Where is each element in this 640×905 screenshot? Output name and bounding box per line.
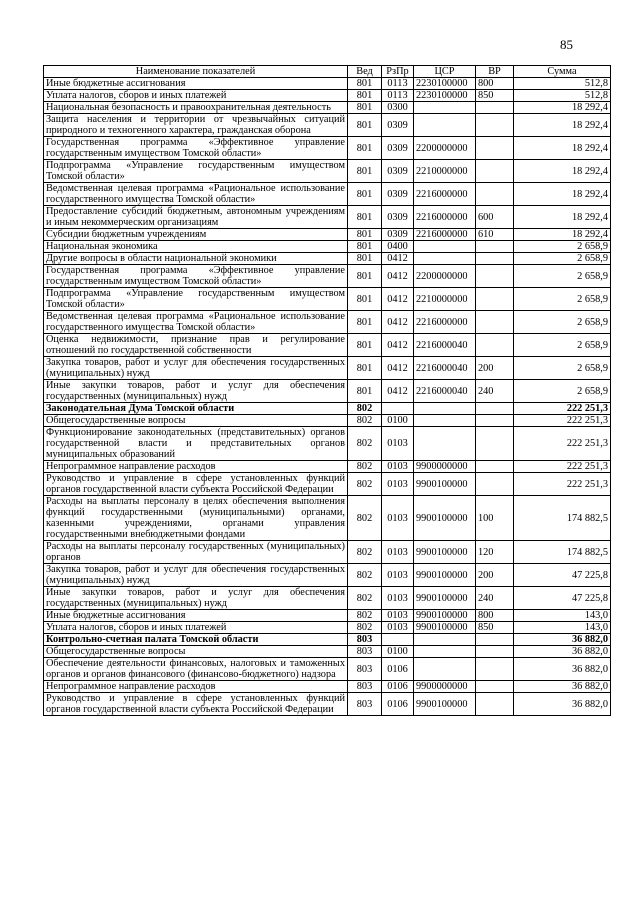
cell-sum: 36 882,0 [514, 634, 611, 646]
table-row [44, 461, 611, 473]
cell-csr: 2216000040 [414, 380, 476, 403]
cell-name: Ведомственная целевая программа «Рациональное использование государственного имущества Томской области» [44, 183, 348, 206]
table-row [44, 114, 611, 137]
table-row [44, 415, 611, 427]
cell-name: Уплата налогов, сборов и иных платежей [44, 90, 348, 102]
table-row [44, 473, 611, 496]
cell-vr: 120 [476, 541, 514, 564]
table-header-row [44, 66, 611, 78]
cell-ved: 801 [348, 253, 382, 265]
cell-csr [414, 646, 476, 658]
cell-name: Иные бюджетные ассигнования [44, 78, 348, 90]
cell-vr [476, 253, 514, 265]
cell-rzpr: 0412 [382, 253, 414, 265]
cell-vr [476, 241, 514, 253]
cell-rzpr: 0103 [382, 496, 414, 541]
cell-name: Иные закупки товаров, работ и услуг для обеспечения государственных (муниципальных) нужд [44, 380, 348, 403]
cell-csr: 2216000000 [414, 229, 476, 241]
cell-csr [414, 253, 476, 265]
cell-vr: 100 [476, 496, 514, 541]
cell-vr [476, 334, 514, 357]
cell-name: Законодательная Дума Томской области [44, 403, 348, 415]
table-row [44, 288, 611, 311]
cell-ved: 801 [348, 380, 382, 403]
cell-csr: 2210000000 [414, 288, 476, 311]
cell-csr [414, 415, 476, 427]
cell-ved: 801 [348, 288, 382, 311]
cell-ved: 802 [348, 415, 382, 427]
cell-sum: 18 292,4 [514, 137, 611, 160]
cell-ved: 802 [348, 622, 382, 634]
cell-ved: 801 [348, 311, 382, 334]
table-row [44, 634, 611, 646]
cell-rzpr: 0113 [382, 90, 414, 102]
cell-ved: 802 [348, 427, 382, 461]
cell-csr: 9900100000 [414, 610, 476, 622]
cell-rzpr: 0100 [382, 415, 414, 427]
table-row [44, 693, 611, 716]
cell-name: Непрограммное направление расходов [44, 681, 348, 693]
cell-csr: 9900100000 [414, 564, 476, 587]
table-row [44, 90, 611, 102]
cell-rzpr: 0412 [382, 357, 414, 380]
table-row [44, 427, 611, 461]
cell-csr: 9900100000 [414, 473, 476, 496]
cell-name: Подпрограмма «Управление государственным имуществом Томской области» [44, 288, 348, 311]
cell-name: Государственная программа «Эффективное управление государственным имуществом Томской области» [44, 137, 348, 160]
cell-rzpr: 0309 [382, 183, 414, 206]
budget-table [43, 65, 611, 716]
cell-csr: 2216000040 [414, 357, 476, 380]
cell-ved: 802 [348, 403, 382, 415]
cell-name: Контрольно-счетная палата Томской области [44, 634, 348, 646]
cell-vr [476, 681, 514, 693]
table-row [44, 102, 611, 114]
cell-rzpr: 0412 [382, 334, 414, 357]
cell-csr: 2216000040 [414, 334, 476, 357]
cell-ved: 801 [348, 114, 382, 137]
cell-sum: 2 658,9 [514, 357, 611, 380]
page-number: 85 [560, 37, 573, 52]
header-sum: Сумма [514, 66, 611, 78]
cell-sum: 222 251,3 [514, 415, 611, 427]
table-row [44, 587, 611, 610]
cell-sum: 222 251,3 [514, 461, 611, 473]
cell-ved: 801 [348, 265, 382, 288]
cell-ved: 802 [348, 496, 382, 541]
table-row [44, 646, 611, 658]
cell-vr [476, 288, 514, 311]
cell-ved: 803 [348, 658, 382, 681]
cell-vr [476, 658, 514, 681]
cell-csr: 2216000000 [414, 206, 476, 229]
cell-csr [414, 658, 476, 681]
cell-sum: 2 658,9 [514, 380, 611, 403]
cell-name: Иные закупки товаров, работ и услуг для обеспечения государственных (муниципальных) нужд [44, 587, 348, 610]
cell-vr [476, 634, 514, 646]
cell-ved: 802 [348, 587, 382, 610]
cell-sum: 2 658,9 [514, 241, 611, 253]
table-row [44, 622, 611, 634]
cell-csr [414, 241, 476, 253]
cell-name: Иные бюджетные ассигнования [44, 610, 348, 622]
cell-name: Субсидии бюджетным учреждениям [44, 229, 348, 241]
header-rzpr: РзПр [382, 66, 414, 78]
cell-sum: 18 292,4 [514, 102, 611, 114]
cell-csr: 2200000000 [414, 265, 476, 288]
table-row [44, 183, 611, 206]
cell-sum: 174 882,5 [514, 496, 611, 541]
table-row [44, 357, 611, 380]
cell-csr: 9900100000 [414, 541, 476, 564]
cell-name: Оценка недвижимости, признание прав и регулирование отношений по государственной собственности [44, 334, 348, 357]
cell-rzpr: 0309 [382, 137, 414, 160]
cell-name: Непрограммное направление расходов [44, 461, 348, 473]
cell-ved: 801 [348, 90, 382, 102]
cell-vr [476, 137, 514, 160]
table-row [44, 311, 611, 334]
cell-sum: 2 658,9 [514, 253, 611, 265]
cell-ved: 803 [348, 634, 382, 646]
cell-rzpr: 0309 [382, 114, 414, 137]
cell-vr: 850 [476, 90, 514, 102]
table-row [44, 253, 611, 265]
cell-sum: 174 882,5 [514, 541, 611, 564]
cell-csr [414, 102, 476, 114]
cell-sum: 36 882,0 [514, 646, 611, 658]
cell-rzpr: 0103 [382, 461, 414, 473]
cell-ved: 801 [348, 102, 382, 114]
cell-vr: 610 [476, 229, 514, 241]
table-row [44, 78, 611, 90]
cell-vr [476, 693, 514, 716]
cell-csr [414, 634, 476, 646]
cell-rzpr: 0412 [382, 265, 414, 288]
cell-sum: 2 658,9 [514, 334, 611, 357]
cell-ved: 801 [348, 206, 382, 229]
cell-name: Национальная экономика [44, 241, 348, 253]
cell-csr: 2216000000 [414, 183, 476, 206]
cell-vr [476, 461, 514, 473]
cell-rzpr: 0400 [382, 241, 414, 253]
cell-name: Уплата налогов, сборов и иных платежей [44, 622, 348, 634]
cell-sum: 18 292,4 [514, 160, 611, 183]
table-row [44, 658, 611, 681]
cell-name: Общегосударственные вопросы [44, 415, 348, 427]
cell-rzpr: 0412 [382, 288, 414, 311]
cell-sum: 2 658,9 [514, 311, 611, 334]
cell-sum: 222 251,3 [514, 403, 611, 415]
cell-rzpr: 0309 [382, 160, 414, 183]
cell-name: Руководство и управление в сфере установленных функций органов государственной власти субъекта Российской Федерации [44, 473, 348, 496]
cell-vr: 850 [476, 622, 514, 634]
cell-name: Защита населения и территории от чрезвычайных ситуаций природного и техногенного характера, гражданская оборона [44, 114, 348, 137]
cell-name: Национальная безопасность и правоохранительная деятельность [44, 102, 348, 114]
cell-sum: 47 225,8 [514, 564, 611, 587]
cell-ved: 803 [348, 646, 382, 658]
cell-rzpr: 0412 [382, 380, 414, 403]
cell-name: Подпрограмма «Управление государственным имуществом Томской области» [44, 160, 348, 183]
cell-rzpr: 0103 [382, 541, 414, 564]
cell-sum: 18 292,4 [514, 183, 611, 206]
cell-csr: 9900100000 [414, 693, 476, 716]
cell-name: Расходы на выплаты персоналу государственных (муниципальных) органов [44, 541, 348, 564]
cell-vr [476, 183, 514, 206]
table-row [44, 380, 611, 403]
cell-sum: 36 882,0 [514, 693, 611, 716]
cell-name: Закупка товаров, работ и услуг для обеспечения государственных (муниципальных) нужд [44, 357, 348, 380]
cell-name: Расходы на выплаты персоналу в целях обеспечения выполнения функций государственными (муниципальными) органами, казенными учреждениями, органами управления государственными внебюджетными фондами [44, 496, 348, 541]
cell-sum: 18 292,4 [514, 206, 611, 229]
cell-name: Руководство и управление в сфере установленных функций органов государственной власти субъекта Российской Федерации [44, 693, 348, 716]
cell-sum: 47 225,8 [514, 587, 611, 610]
cell-sum: 2 658,9 [514, 265, 611, 288]
cell-sum: 2 658,9 [514, 288, 611, 311]
cell-sum: 143,0 [514, 622, 611, 634]
cell-rzpr: 0103 [382, 427, 414, 461]
cell-name: Государственная программа «Эффективное управление государственным имуществом Томской области» [44, 265, 348, 288]
cell-csr: 2216000000 [414, 311, 476, 334]
table-row [44, 403, 611, 415]
cell-csr: 2210000000 [414, 160, 476, 183]
header-ved: Вед [348, 66, 382, 78]
cell-name: Закупка товаров, работ и услуг для обеспечения государственных (муниципальных) нужд [44, 564, 348, 587]
cell-vr: 200 [476, 357, 514, 380]
cell-sum: 222 251,3 [514, 427, 611, 461]
cell-csr: 9900100000 [414, 587, 476, 610]
cell-rzpr: 0113 [382, 78, 414, 90]
cell-csr [414, 114, 476, 137]
cell-ved: 803 [348, 693, 382, 716]
cell-csr: 9900100000 [414, 622, 476, 634]
table-row [44, 241, 611, 253]
table-row [44, 564, 611, 587]
cell-sum: 512,8 [514, 78, 611, 90]
cell-ved: 802 [348, 473, 382, 496]
table-row [44, 681, 611, 693]
cell-ved: 801 [348, 334, 382, 357]
table-row [44, 610, 611, 622]
cell-sum: 512,8 [514, 90, 611, 102]
cell-rzpr: 0300 [382, 102, 414, 114]
cell-ved: 802 [348, 610, 382, 622]
cell-vr [476, 403, 514, 415]
cell-vr [476, 160, 514, 183]
cell-vr: 600 [476, 206, 514, 229]
cell-rzpr: 0309 [382, 206, 414, 229]
cell-ved: 801 [348, 229, 382, 241]
cell-csr [414, 403, 476, 415]
cell-name: Общегосударственные вопросы [44, 646, 348, 658]
cell-rzpr [382, 634, 414, 646]
table-row [44, 206, 611, 229]
cell-name: Функционирование законодательных (представительных) органов государственной власти и представительных органов муниципальных образований [44, 427, 348, 461]
cell-rzpr: 0103 [382, 473, 414, 496]
cell-sum: 143,0 [514, 610, 611, 622]
header-vr: ВР [476, 66, 514, 78]
header-csr: ЦСР [414, 66, 476, 78]
cell-csr: 2230100000 [414, 90, 476, 102]
cell-csr: 9900000000 [414, 681, 476, 693]
table-row [44, 496, 611, 541]
cell-ved: 802 [348, 564, 382, 587]
cell-vr: 800 [476, 78, 514, 90]
cell-rzpr: 0103 [382, 610, 414, 622]
cell-name: Обеспечение деятельности финансовых, налоговых и таможенных органов и органов финансового (финансово-бюджетного) надзора [44, 658, 348, 681]
cell-vr [476, 427, 514, 461]
cell-ved: 801 [348, 78, 382, 90]
cell-csr [414, 427, 476, 461]
cell-ved: 801 [348, 183, 382, 206]
cell-vr: 200 [476, 564, 514, 587]
cell-rzpr: 0103 [382, 622, 414, 634]
cell-csr: 2200000000 [414, 137, 476, 160]
cell-name: Ведомственная целевая программа «Рациональное использование государственного имущества Томской области» [44, 311, 348, 334]
cell-ved: 801 [348, 137, 382, 160]
cell-rzpr: 0106 [382, 681, 414, 693]
cell-sum: 18 292,4 [514, 229, 611, 241]
cell-rzpr: 0106 [382, 693, 414, 716]
cell-vr [476, 265, 514, 288]
cell-csr: 9900000000 [414, 461, 476, 473]
cell-ved: 803 [348, 681, 382, 693]
cell-name: Другие вопросы в области национальной экономики [44, 253, 348, 265]
table-row [44, 160, 611, 183]
cell-sum: 36 882,0 [514, 658, 611, 681]
cell-rzpr: 0103 [382, 587, 414, 610]
cell-ved: 802 [348, 541, 382, 564]
cell-vr: 800 [476, 610, 514, 622]
cell-ved: 801 [348, 160, 382, 183]
cell-rzpr: 0100 [382, 646, 414, 658]
cell-rzpr: 0309 [382, 229, 414, 241]
cell-ved: 801 [348, 241, 382, 253]
table-row [44, 334, 611, 357]
cell-vr: 240 [476, 587, 514, 610]
cell-vr [476, 473, 514, 496]
cell-rzpr: 0103 [382, 564, 414, 587]
table-row [44, 541, 611, 564]
table-row [44, 229, 611, 241]
cell-ved: 802 [348, 461, 382, 473]
cell-sum: 36 882,0 [514, 681, 611, 693]
cell-sum: 222 251,3 [514, 473, 611, 496]
cell-vr: 240 [476, 380, 514, 403]
cell-rzpr: 0106 [382, 658, 414, 681]
cell-sum: 18 292,4 [514, 114, 611, 137]
cell-vr [476, 646, 514, 658]
cell-vr [476, 311, 514, 334]
cell-csr: 9900100000 [414, 496, 476, 541]
table-row [44, 265, 611, 288]
cell-rzpr [382, 403, 414, 415]
table-row [44, 137, 611, 160]
cell-vr [476, 102, 514, 114]
header-name: Наименование показателей [44, 66, 348, 78]
cell-csr: 2230100000 [414, 78, 476, 90]
cell-vr [476, 415, 514, 427]
cell-vr [476, 114, 514, 137]
cell-rzpr: 0412 [382, 311, 414, 334]
cell-ved: 801 [348, 357, 382, 380]
cell-name: Предоставление субсидий бюджетным, автономным учреждениям и иным некоммерческим организациям [44, 206, 348, 229]
